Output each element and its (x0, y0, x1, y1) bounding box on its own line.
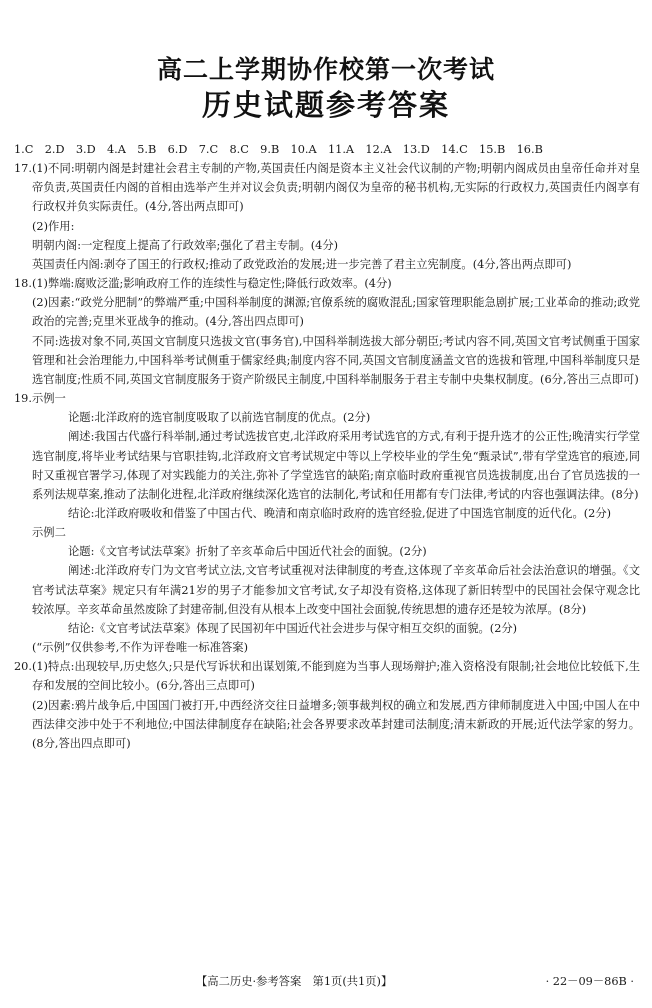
q19-note: (“示例”仅供参考,不作为评卷唯一标准答案) (32, 641, 249, 655)
document-title: 高二上学期协作校第一次考试 (156, 55, 495, 84)
q17-part2-label: (2)作用: (32, 219, 75, 233)
q19-example2-thesis: 论题:《文官考试法草案》折射了辛亥革命后中国近代社会的面貌。(2分) (68, 545, 427, 559)
q18-part2-differences: 不同:选拔对象不同,英国文官制度只选拔文官(事务官),中国科举制选拔大部分朝臣;考试内容不同,英国文官考试侧重于国家管理和社会治理能力,中国科举考试侧重于儒家经典;制度内容不同,英国文官制度涵盖文官的选拔和管理,中国科举制度只是选官制度;性质不同,英国文官制度服务于资产阶级民主制度,中国科举制服务于君主专制中央集权制度。(6分,答出三点即可) (32, 334, 640, 386)
footer-page-label: 【高二历史·参考答案 第1页(共1页)】 (196, 975, 393, 988)
q17-british-cabinet: 英国责任内阁:剥夺了国王的行政权;推动了政党政治的发展;进一步完善了君主立宪制度。(4分,答出两点即可) (32, 257, 572, 271)
q19-example1-argument: 阐述:我国古代盛行科举制,通过考试选拔官吏,北洋政府采用考试选官的方式,有利于提升选才的公正性;晚清实行学堂选官制度,将毕业考试结果与官职挂钩,北洋政府文官考试规定中等以上学校毕业的学生免“甄录试”,带有学堂选官的痕迹,同时又重视官署学习,体现了对实践能力的关注,弥补了学堂选官的缺陷;南京临时政府重视官员选拔制度,出台了官员选拔的一系列法规草案,推动了法制化进程,北洋政府继续深化选官的法制化,考试和任用都有专门法律,考试的内容也强调法律。(8分) (32, 430, 640, 501)
q17-part1: 17.(1)不同:明朝内阁是封建社会君主专制的产物,英国责任内阁是资本主义社会代议制的产物;明朝内阁成员由皇帝任命并对皇帝负责,英国责任内阁的首相由选举产生并对议会负责;明朝内阁仅为皇帝的秘书机构,无实际的行政权力,英国责任内阁享有行政权并负实际责任。(4分,答出两点即可) (14, 162, 640, 214)
q18-part1: 18.(1)弊端:腐败泛滥;影响政府工作的连续性与稳定性;降低行政效率。(4分) (14, 277, 392, 291)
q18-part2-factors: (2)因素:“政党分肥制”的弊端严重;中国科举制度的渊源;官僚系统的腐败混乱;国家管理职能急剧扩展;工业革命的推动;政党政治的完善;克里米亚战争的推动。(4分,答出四点即可) (32, 296, 640, 329)
q20-part2: (2)因素:鸦片战争后,中国国门被打开,中西经济交往日益增多;领事裁判权的确立和发展,西方律师制度进入中国;中国人在中西法律交涉中处于不利地位;中国法律制度存在缺陷;社会各界要求改革封建司法制度;清末新政的开展;近代法学家的努力。(8分,答出四点即可) (32, 698, 640, 750)
q19-example1-conclusion: 结论:北洋政府吸收和借鉴了中国古代、晚清和南京临时政府的选官经验,促进了中国选官制度的近代化。(2分) (68, 506, 612, 520)
q19-example1-thesis: 论题:北洋政府的选官制度吸取了以前选官制度的优点。(2分) (68, 411, 371, 425)
q19-example1-label: 19.示例一 (14, 392, 66, 406)
q20-part1: 20.(1)特点:出现较早,历史悠久;只是代写诉状和出谋划策,不能到庭为当事人现场辩护;准入资格没有限制;社会地位比较低下,生存和发展的空间比较小。(6分,答出三点即可) (14, 660, 640, 693)
q17-ming-cabinet: 明朝内阁:一定程度上提高了行政效率;强化了君主专制。(4分) (32, 238, 339, 252)
q19-example2-argument: 阐述:北洋政府专门为文官考试立法,文官考试重视对法律制度的考查,这体现了辛亥革命后社会法治意识的增强。《文官考试法草案》规定只有年满21岁的男子才能参加文官考试,女子却没有资格,这体现了新旧转型中的民国社会保守观念比较浓厚。辛亥革命虽然废除了封建帝制,但没有从根本上改变中国社会面貌,传统思想的遗存还是较为浓厚。(8分) (32, 564, 640, 616)
q19-example2-label: 示例二 (32, 526, 66, 540)
footer-code: · 22－09－86B · (545, 975, 634, 988)
answer-body (14, 140, 640, 753)
document-subtitle: 历史试题参考答案 (201, 88, 450, 122)
q19-example2-conclusion: 结论:《文官考试法草案》体现了民国初年中国近代社会进步与保守相互交织的面貌。(2分) (68, 621, 518, 635)
multiple-choice-answers: 1.C 2.D 3.D 4.A 5.B 6.D 7.C 8.C 9.B 10.A 11.A 12.A 13.D 14.C 15.B 16.B (14, 143, 543, 156)
